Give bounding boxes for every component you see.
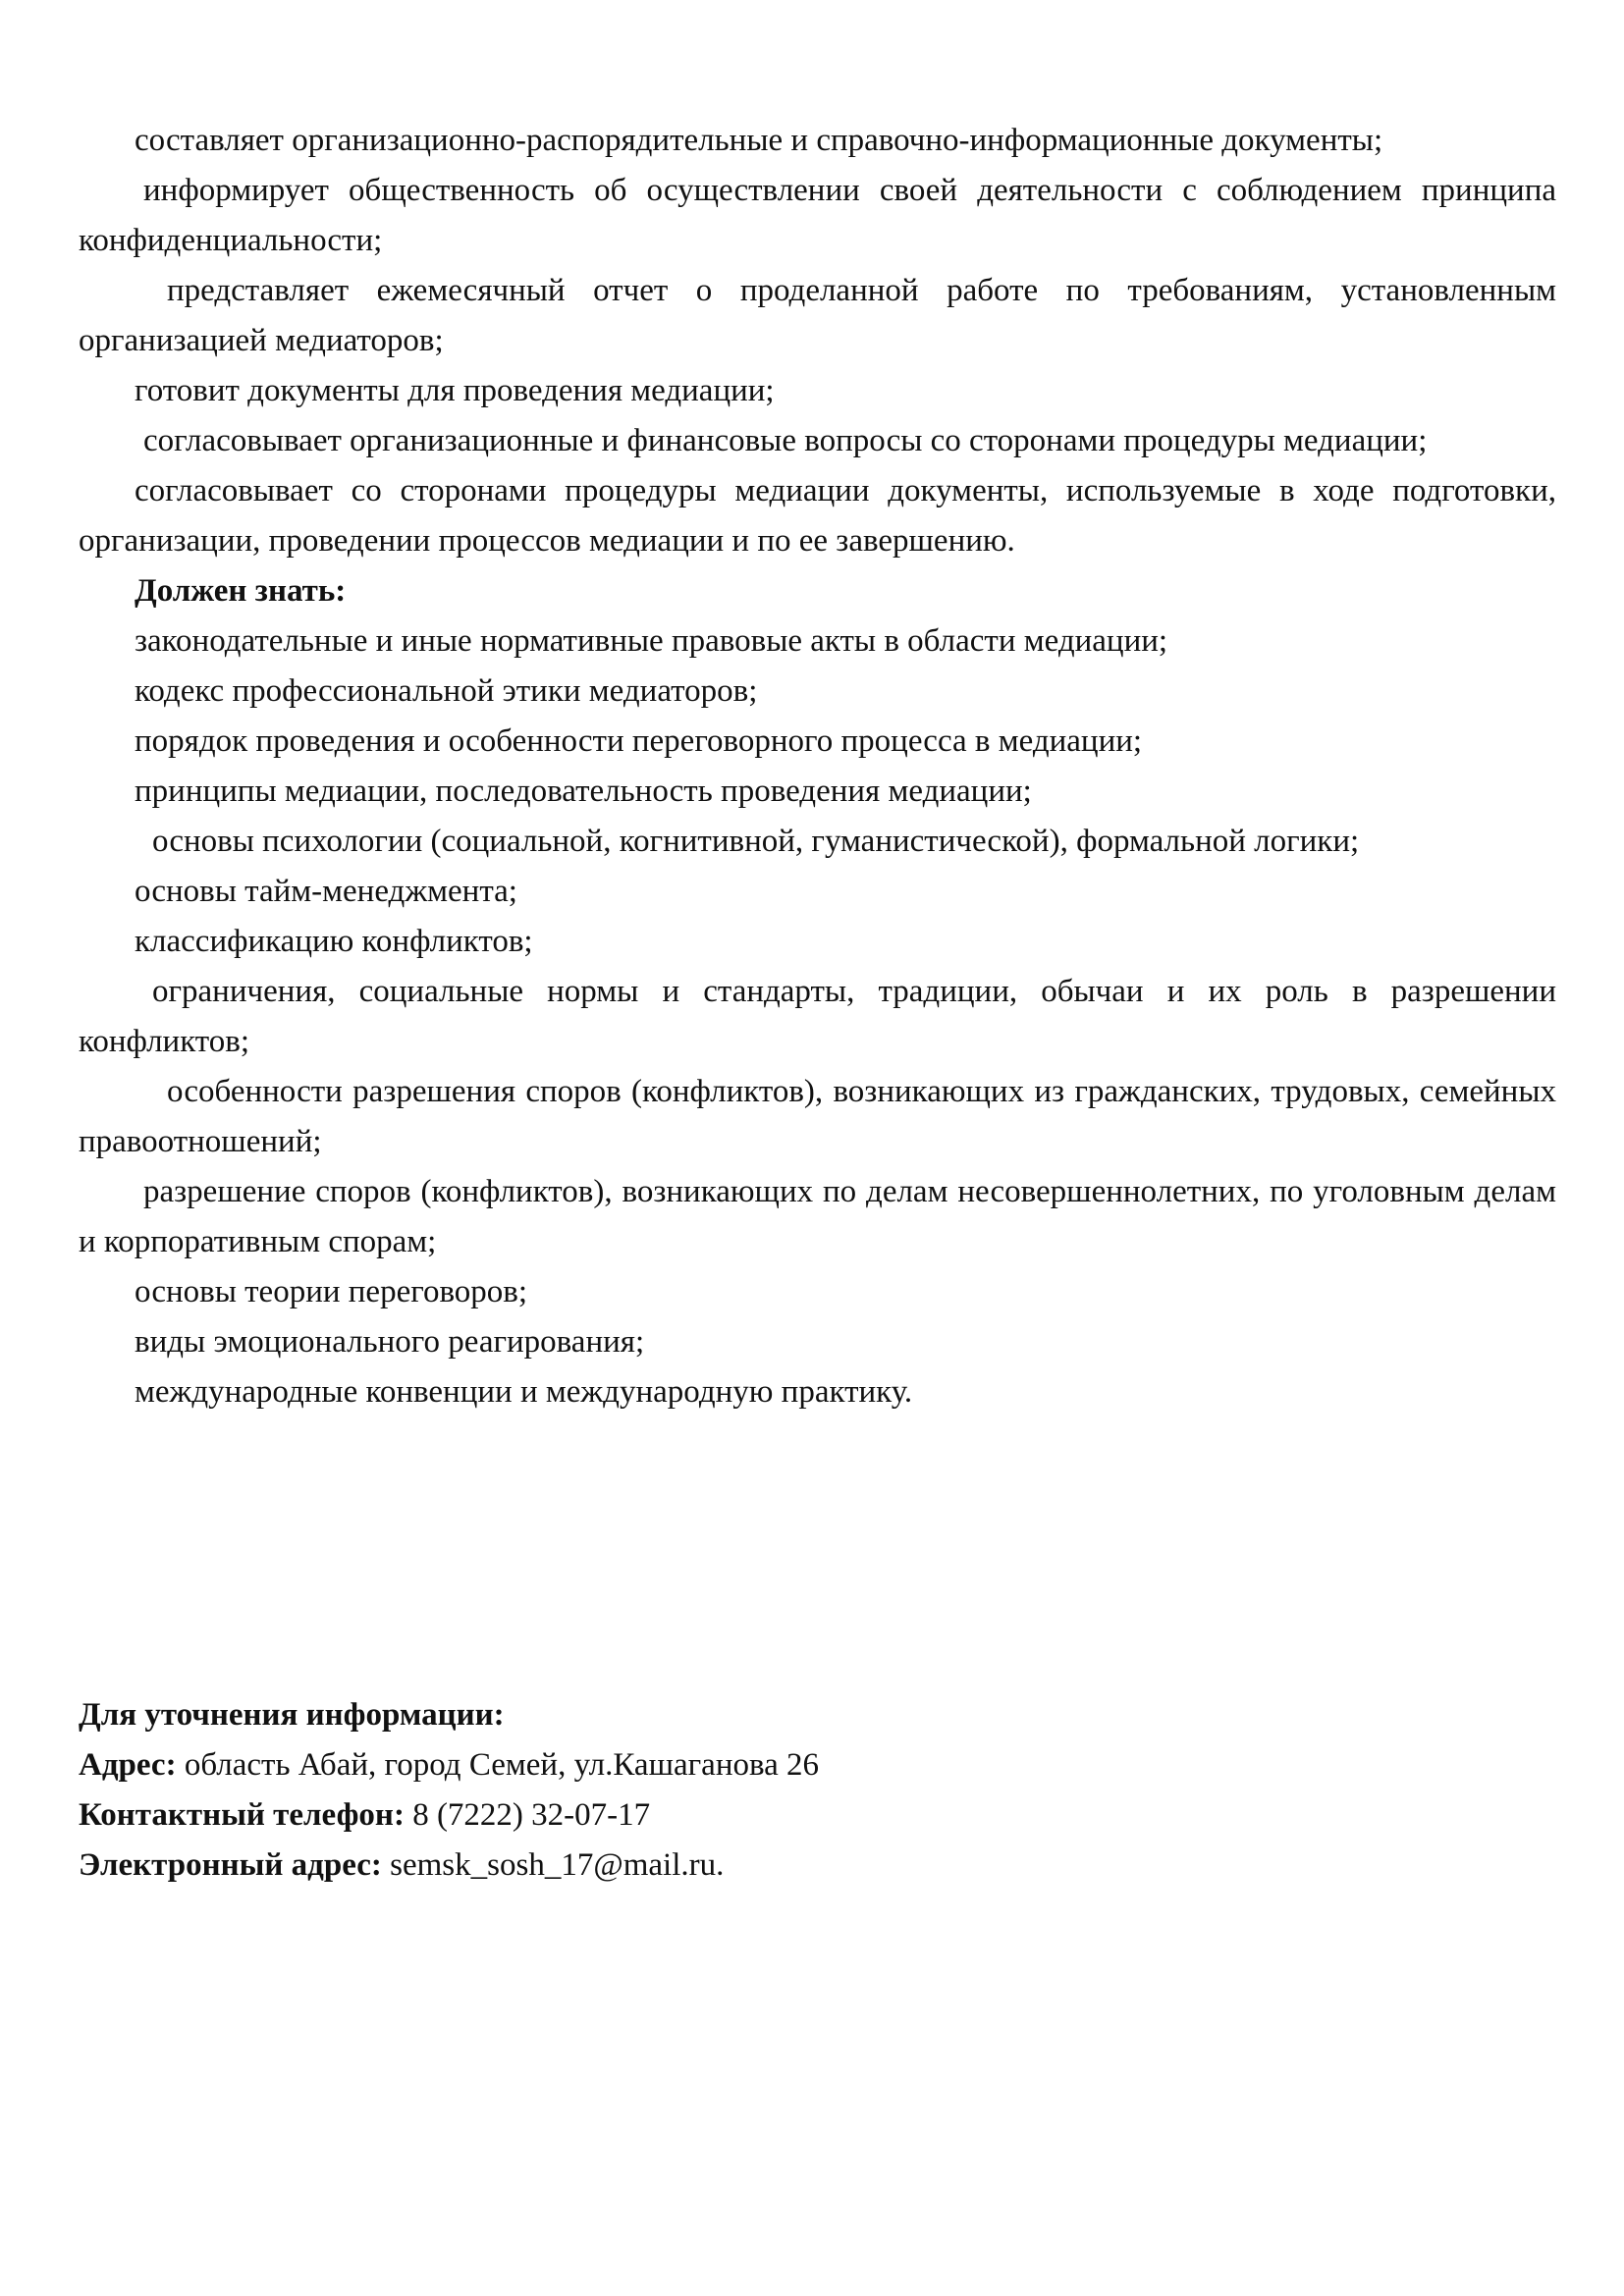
knowledge-item: разрешение споров (конфликтов), возникающих по делам несовершеннолетних, по уголовным делам и корпоративным спорам; xyxy=(79,1174,1556,1259)
contact-block xyxy=(79,1690,1556,1891)
knowledge-item: порядок проведения и особенности переговорного процесса в медиации; xyxy=(135,723,1143,759)
knowledge-item: основы психологии (социальной, когнитивной, гуманистической), формальной логики; xyxy=(152,824,1360,859)
document-body xyxy=(79,116,1556,1417)
email-label: Электронный адрес: xyxy=(79,1847,382,1883)
address-value: область Абай, город Семей, ул.Кашаганова 26 xyxy=(176,1747,820,1783)
knowledge-item: классификацию конфликтов; xyxy=(135,924,533,959)
contact-heading xyxy=(79,1690,1556,1740)
email-line xyxy=(79,1841,1556,1891)
phone-value: 8 (7222) 32-07-17 xyxy=(404,1797,651,1833)
duty-paragraph: составляет организационно-распорядительные и справочно-информационные документы; xyxy=(135,123,1383,158)
knowledge-item: международные конвенции и международную практику. xyxy=(135,1374,913,1410)
knowledge-item: законодательные и иные нормативные правовые акты в области медиации; xyxy=(135,623,1168,659)
knowledge-item: особенности разрешения споров (конфликтов), возникающих из гражданских, трудовых, семейных правоотношений; xyxy=(79,1074,1556,1159)
phone-line xyxy=(79,1790,1556,1841)
knowledge-item: виды эмоционального реагирования; xyxy=(135,1324,645,1360)
duty-paragraph: согласовывает организационные и финансовые вопросы со сторонами процедуры медиации; xyxy=(143,423,1428,458)
knowledge-item: кодекс профессиональной этики медиаторов; xyxy=(135,673,758,709)
address-line xyxy=(79,1740,1556,1790)
email-value: semsk_sosh_17@mail.ru. xyxy=(381,1847,725,1883)
duty-paragraph: согласовывает со сторонами процедуры медиации документы, используемые в ходе подготовки, организации, проведении процессов медиации и по ее завершению. xyxy=(79,473,1556,559)
knowledge-item: принципы медиации, последовательность проведения медиации; xyxy=(135,774,1032,809)
duty-paragraph: готовит документы для проведения медиации; xyxy=(135,373,775,408)
knowledge-item: ограничения, социальные нормы и стандарты, традиции, обычаи и их роль в разрешении конфликтов; xyxy=(79,974,1556,1059)
contact-heading-text: Для уточнения информации: xyxy=(79,1697,505,1733)
duty-paragraph: информирует общественность об осуществлении своей деятельности с соблюдением принципа конфиденциальности; xyxy=(79,173,1556,258)
knowledge-heading: Должен знать: xyxy=(135,573,347,609)
duty-paragraph: представляет ежемесячный отчет о проделанной работе по требованиям, установленным организацией медиаторов; xyxy=(79,273,1556,358)
address-label: Адрес: xyxy=(79,1747,177,1783)
phone-label: Контактный телефон: xyxy=(79,1797,405,1833)
knowledge-item: основы теории переговоров; xyxy=(135,1274,528,1309)
knowledge-item: основы тайм-менеджмента; xyxy=(135,874,517,909)
